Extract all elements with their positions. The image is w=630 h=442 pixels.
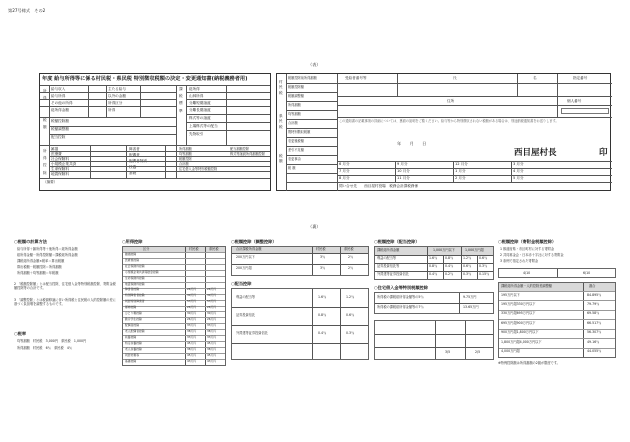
table-cell: 老人配偶者控除 — [125, 329, 145, 334]
notice-left-panel: 年度 給与所得等に係る村民税・県民税 特別徴収税額の決定・変更通知書(納税義務者用) 所 得 給与収入 給与所得 その他の所得 総所得金額 主たる給与 以外の金額 所得区分 所得 課 税 標 準 総所得 山林所得 分離短期譲渡 分離長期譲渡 株式等の譲渡 上場株式等の配当 先物取引 税 額 税額控除額 税額調整額 配当控除 所 得 控 除 雑損 医療費 社会保険料 小規模企業共済 生命保険料 地震保険料 障害者 配偶者 配偶者特別 扶養 基礎 所得割額 均等割額 税額控除 合計額 住宅借入金等特別税額控除 配当割額控除 株式等譲渡所得割額控除 （摘要） — [39, 73, 271, 191]
table-row-line — [123, 252, 225, 253]
notice-title: 年度 給与所得等に係る村民税・県民税 特別徴収税額の決定・変更通知書(納税義務者用) — [42, 76, 248, 82]
back-label: （裏） — [308, 224, 321, 229]
table-cell: 900万円超1,800万円以下 — [501, 330, 539, 335]
table-cell: 26万円 — [187, 305, 197, 310]
contact: 問い合せ先 西目屋村役場 税務会計課税務係 — [339, 184, 419, 188]
table-cell: 1,800万円超4,000万円以下 — [501, 339, 542, 344]
table-cell: 26万円 — [187, 287, 197, 292]
table-cell: 障害者控除 — [125, 287, 139, 292]
table-cell: 45万円 — [207, 341, 217, 345]
table-cell: 同居特別障害者 — [125, 299, 145, 304]
table-cell: 老人扶養控除 — [125, 346, 142, 351]
table-cell: 30万円 — [187, 311, 197, 316]
table-cell: 4,000万円超 — [501, 349, 520, 354]
table-cell: 56.307％ — [587, 330, 602, 335]
back-section-2: ○所得控除 区分 村民税 県民税 雑損控除 医療費控除 社会保険料控除 小規模企業共済等掛金控除 生命保険料控除 地震保険料控除 障害者控除 26万円 26万円 特別障害者控除 30万円 30万円 同居特別障害者 53万円 53万円 寡婦控除 26万円 26万円 ひとり親控除 30万円 30万円 勤労学生控除 26万円 26万円 配偶者控除 33万円 33万円 老人配偶者控除 38万円 38万円 扶養控除 33万円 33万円 特定扶養控除 45万円 45万円 老人扶養控除 38万円 38万円 同居老親等 45万円 45万円 基礎控除 43万円 43万円 — [122, 240, 228, 375]
table-cell: 69.58％ — [587, 311, 600, 316]
table-cell: 66.517％ — [587, 320, 602, 325]
table-cell: 49.16％ — [587, 339, 600, 344]
table-cell: 雑損控除 — [125, 251, 137, 256]
table-cell: 30万円 — [187, 293, 197, 298]
table-cell: 38万円 — [187, 346, 197, 351]
taxable-label: 課 税 標 準 — [179, 87, 183, 113]
front-label: （表） — [308, 62, 321, 67]
back-section-4: ○税額控除（配当控除） 課税総所得金額 1,000万円以下 1,000万円超 利益の配当等 1.6％ 0.8％ 1.2％ 0.6％ 証券投資信託等 0.8％ 0.4％ 0.6％ 0.3％ 外貨建等証券投資信託 0.4％ 0.2％ 0.3％ 0.15％ ○住宅借入金等特別税額控除 所得税の課税総所得金額等の5％ 9.75万円 所得税の課税総所得金額等の7％ 13.65万円 3/5 2/5 — [374, 240, 496, 375]
table-cell: 38万円 — [187, 329, 197, 334]
table-cell: 勤労学生控除 — [125, 317, 142, 322]
table-cell: 84.895％ — [587, 292, 602, 297]
table-row-line — [499, 338, 615, 339]
table-cell: 26万円 — [207, 305, 217, 310]
table-cell: 38万円 — [207, 329, 217, 334]
table-cell: 53万円 — [207, 299, 217, 304]
table-cell: 33万円 — [207, 323, 217, 328]
back-section-3: ○税額控除（調整控除） 合計課税所得金額 村民税 県民税 200万円以下 3％ 2％ 200万円超 3％ 2％ ○配当控除 利益の配当等 1.6％ 1.2％ 証券投資信託 0.8％ 0.6％ 外貨建等証券投資信託 0.4％ 0.3％ — [231, 240, 371, 375]
back-section-5: ○税額控除（寄附金税額控除） 1 都道府県・市区町村に対する寄附金 2 共同募金会・日本赤十字社に対する寄附金 3 条例で指定された寄附金 4/10 6/10 課税総所得金額－人的控除差調整額 割合 195万円以下 84.895％ 195万円超330万円以下 79.79％ 330万円超695万円以下 69.58％ 695万円超900万円以下 66.517％ 900万円超1,800万円以下 56.307％ 1,800万円超4,000万円以下 49.16％ 4,000万円超 44.055％ ※特例控除額は所得割額の2割が限度です。 — [498, 240, 618, 375]
table-cell: 扶養控除 — [125, 335, 137, 340]
table-cell: 695万円超900万円以下 — [501, 320, 536, 325]
table-cell: 社会保険料控除 — [125, 263, 145, 268]
table-cell: 30万円 — [207, 311, 217, 316]
table-cell: 45万円 — [207, 352, 217, 357]
tax-base-label: 税 額 — [43, 118, 47, 130]
table-cell: 生命保険料控除 — [125, 275, 145, 280]
table-cell: 43万円 — [207, 358, 217, 363]
table-cell: 33万円 — [187, 323, 197, 328]
table-cell: ひとり親控除 — [125, 311, 142, 316]
table-cell: 特別障害者控除 — [125, 293, 145, 298]
table-row-line — [499, 291, 615, 292]
remarks-label: （摘要） — [43, 180, 58, 184]
notice-right-panel: 村 民 税 県 民 税 税 額 税額控除前所得割額 税額控除額 税額調整額 所得割額 均等割額 合計額 既特別徴収税額 変更後税額 差引不足額 変更事由 税 額 受給者番号等 氏 名 指定番号 住所 個人番号 この通知書の記載事項の詳細については、裏面の説明をご覧ください。給与等から特別徴収されない税額がある場合は、別途納税通知書をお送りします。 年 月 日 西目屋村長 印 6 月分 9 月分 12 月分 3 月分 7 月分 10 月分 1 月分 4 月分 8 月分 11 月分 2 月分 5 月分 問い合せ先 西目屋村役場 税務会計課税務係 — [276, 73, 611, 191]
table-cell: 53万円 — [187, 299, 197, 304]
table-cell: 44.055％ — [587, 349, 602, 354]
table-cell: 医療費控除 — [125, 257, 139, 262]
table-cell: 195万円超330万円以下 — [501, 301, 536, 306]
table-cell: 43万円 — [187, 358, 197, 363]
village-head: 西目屋村長 印 — [514, 148, 608, 158]
table-cell: 195万円以下 — [501, 292, 520, 297]
table-cell: 79.79％ — [587, 301, 600, 306]
form-number: 第27号様式 その2 — [8, 8, 46, 13]
table-cell: 26万円 — [207, 287, 217, 292]
table-cell: 45万円 — [187, 352, 197, 357]
table-cell: 配偶者控除 — [125, 323, 139, 328]
table-cell: 33万円 — [187, 335, 197, 340]
table-cell: 小規模企業共済等掛金控除 — [125, 269, 159, 274]
income-label: 所 得 — [43, 89, 47, 101]
table-cell: 地震保険料控除 — [125, 281, 145, 286]
deduction-label: 所 得 控 除 — [43, 149, 47, 175]
table-cell: 45万円 — [187, 341, 197, 345]
table-cell: 同居老親等 — [125, 352, 139, 357]
date-label: 年 月 日 — [397, 141, 427, 146]
table-cell: 26万円 — [187, 317, 197, 322]
table-cell: 33万円 — [207, 335, 217, 340]
table-cell: 特定扶養控除 — [125, 341, 142, 345]
notice-note: この通知書の記載事項の詳細については、裏面の説明をご覧ください。給与等から特別徴収されない税額がある場合は、別途納税通知書をお送りします。 — [339, 119, 559, 123]
table-cell: 330万円超695万円以下 — [501, 311, 536, 316]
table-cell: 寡婦控除 — [125, 305, 137, 310]
table-cell: 38万円 — [207, 346, 217, 351]
table-cell: 基礎控除 — [125, 358, 137, 363]
back-section-1: ○税額の計算方法 給与所得＋雑所得等＋他所得＝総所得金額 総所得金額－所得控除額＝課税総所得金額 課税総所得金額×税率＝算出税額 算出税額－税額控除＝所得割額 所得割額＋均等割額＝年税額 2 「税額控除額」とは配当控除、住宅借入金等特別税額控除、寄附金税額控除等の合計です。 3 「調整控除」とは税源移譲に伴い所得税と住民税の人的控除額の差に基づく負担増を調整するものです。 ○税率 均等割額 村民税 3,000円 県民税 1,000円 所得割額 村民税 6％ 県民税 4％ — [14, 239, 116, 350]
table-cell: 26万円 — [207, 317, 217, 322]
table-cell: 30万円 — [207, 293, 217, 298]
